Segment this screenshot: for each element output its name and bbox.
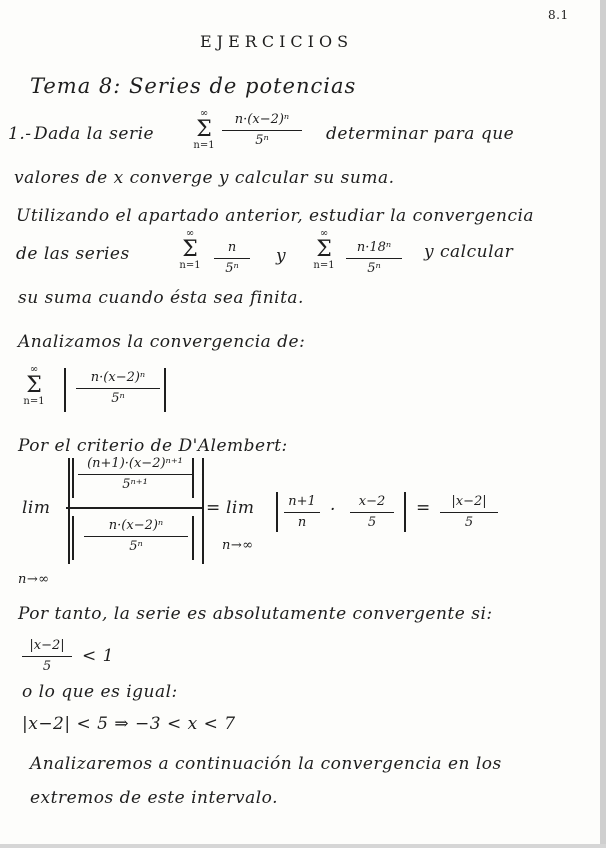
topic-title: Tema 8: Series de potencias <box>30 74 357 98</box>
dot-operator: · <box>330 500 336 520</box>
main-fraction-bar <box>66 507 204 509</box>
fraction-numerator: (n+1)·(x−2)ⁿ⁺¹ <box>87 456 183 471</box>
big-denominator <box>84 518 188 555</box>
lim-subscript: n→∞ <box>222 538 254 553</box>
fraction-denominator: 5 <box>367 515 377 530</box>
page-number: 8.1 <box>548 8 569 22</box>
fraction-numerator: x−2 <box>358 494 386 509</box>
page-edge-right <box>600 0 606 848</box>
problem-line-4a: de las series <box>16 244 130 264</box>
sum-symbol-a <box>178 228 202 272</box>
big-numerator <box>78 456 192 493</box>
fraction-denominator: 5 <box>464 515 474 530</box>
fraction-main <box>222 112 302 149</box>
sum-lower-limit: n=1 <box>23 396 45 407</box>
solution-line-1: Analizamos la convergencia de: <box>18 332 306 352</box>
problem-intro: Dada la serie <box>34 124 155 144</box>
inner-bar-left-bottom <box>72 516 74 560</box>
fraction-denominator: 5ⁿ⁺¹ <box>122 477 148 492</box>
fraction-numerator: |x−2| <box>451 494 487 509</box>
equals-2: = <box>416 498 431 518</box>
sum-lower-limit: n=1 <box>179 260 201 271</box>
fraction-denominator: 5ⁿ <box>367 261 381 276</box>
abs-bar-right <box>164 368 166 412</box>
problem-line-3: Utilizando el apartado anterior, estudiar la convergencia <box>16 206 535 226</box>
problem-number: 1.- <box>8 124 32 144</box>
fraction-numerator: n·(x−2)ⁿ <box>108 518 164 533</box>
fraction-bar <box>346 258 402 259</box>
fraction-bar <box>284 512 320 513</box>
condition-fraction <box>22 638 72 675</box>
solution-line-6: Analizaremos a continuación la convergencia en los <box>30 754 502 774</box>
abs-bar-left-2 <box>276 492 278 532</box>
condition-relation: < 1 <box>82 646 114 666</box>
sum-symbol-abs <box>22 364 46 408</box>
lim-subscript-left: n→∞ <box>18 572 50 587</box>
abs-bar-left <box>64 368 66 412</box>
fraction-bar <box>84 536 188 537</box>
fraction-denominator: n <box>297 515 307 530</box>
fraction-bar <box>78 474 192 475</box>
solution-line-3: Por tanto, la serie es absolutamente convergente si: <box>18 604 493 624</box>
sum-upper-limit: ∞ <box>185 228 195 239</box>
fraction-bar <box>76 388 160 389</box>
page-edge-bottom <box>0 844 606 848</box>
fraction-b <box>346 240 402 277</box>
fraction-numerator: n·18ⁿ <box>356 240 392 255</box>
fraction-denominator: 5ⁿ <box>255 133 269 148</box>
sigma-glyph: Σ <box>26 373 42 398</box>
fraction-bar <box>440 512 498 513</box>
fraction-numerator: n·(x−2)ⁿ <box>234 112 290 127</box>
fraction-a <box>214 240 250 277</box>
sum-symbol-main <box>192 108 216 152</box>
fraction-bar <box>214 258 250 259</box>
sum-upper-limit: ∞ <box>199 108 209 119</box>
sum-upper-limit: ∞ <box>319 228 329 239</box>
solution-line-4: o lo que es igual: <box>22 682 178 702</box>
abs-bar-right-2 <box>404 492 406 532</box>
lim-word-2: lim <box>226 498 255 518</box>
fraction-numerator: |x−2| <box>29 638 65 653</box>
problem-line-4b: y calcular <box>424 242 514 262</box>
ratio-result <box>440 494 498 531</box>
solution-line-5: |x−2| < 5 ⇒ −3 < x < 7 <box>22 714 236 734</box>
page-heading: EJERCICIOS <box>200 32 354 51</box>
fraction-numerator: n+1 <box>288 494 316 509</box>
fraction-numerator: n <box>227 240 237 255</box>
solution-line-7: extremos de este intervalo. <box>30 788 278 808</box>
sigma-glyph: Σ <box>196 117 212 142</box>
sum-symbol-b <box>312 228 336 272</box>
fraction-abs <box>76 370 160 407</box>
sum-lower-limit: n=1 <box>193 140 215 151</box>
equals-1: = <box>206 498 221 518</box>
fraction-bar <box>350 512 394 513</box>
sigma-glyph: Σ <box>316 237 332 262</box>
fraction-bar <box>22 656 72 657</box>
ratio-frac-2 <box>350 494 394 531</box>
inner-bar-right-bottom <box>192 516 194 560</box>
problem-intro-end: determinar para que <box>326 124 515 144</box>
problem-line-2: valores de x converge y calcular su suma. <box>14 168 395 188</box>
fraction-denominator: 5ⁿ <box>111 391 125 406</box>
sigma-glyph: Σ <box>182 237 198 262</box>
conjunction: y <box>276 246 287 266</box>
ratio-bar-right <box>202 458 204 564</box>
problem-line-5: su suma cuando ésta sea finita. <box>18 288 304 308</box>
inner-bar-right-top <box>192 458 194 498</box>
sum-upper-limit: ∞ <box>29 364 39 375</box>
sum-lower-limit: n=1 <box>313 260 335 271</box>
fraction-numerator: n·(x−2)ⁿ <box>90 370 146 385</box>
fraction-denominator: 5ⁿ <box>129 539 143 554</box>
lim-word: lim <box>22 498 51 518</box>
inner-bar-left-top <box>72 458 74 498</box>
fraction-denominator: 5 <box>42 659 52 674</box>
ratio-frac-1 <box>284 494 320 531</box>
fraction-bar <box>222 130 302 131</box>
ratio-bar-left <box>68 458 70 564</box>
solution-line-2: Por el criterio de D'Alembert: <box>18 436 288 456</box>
fraction-denominator: 5ⁿ <box>225 261 239 276</box>
